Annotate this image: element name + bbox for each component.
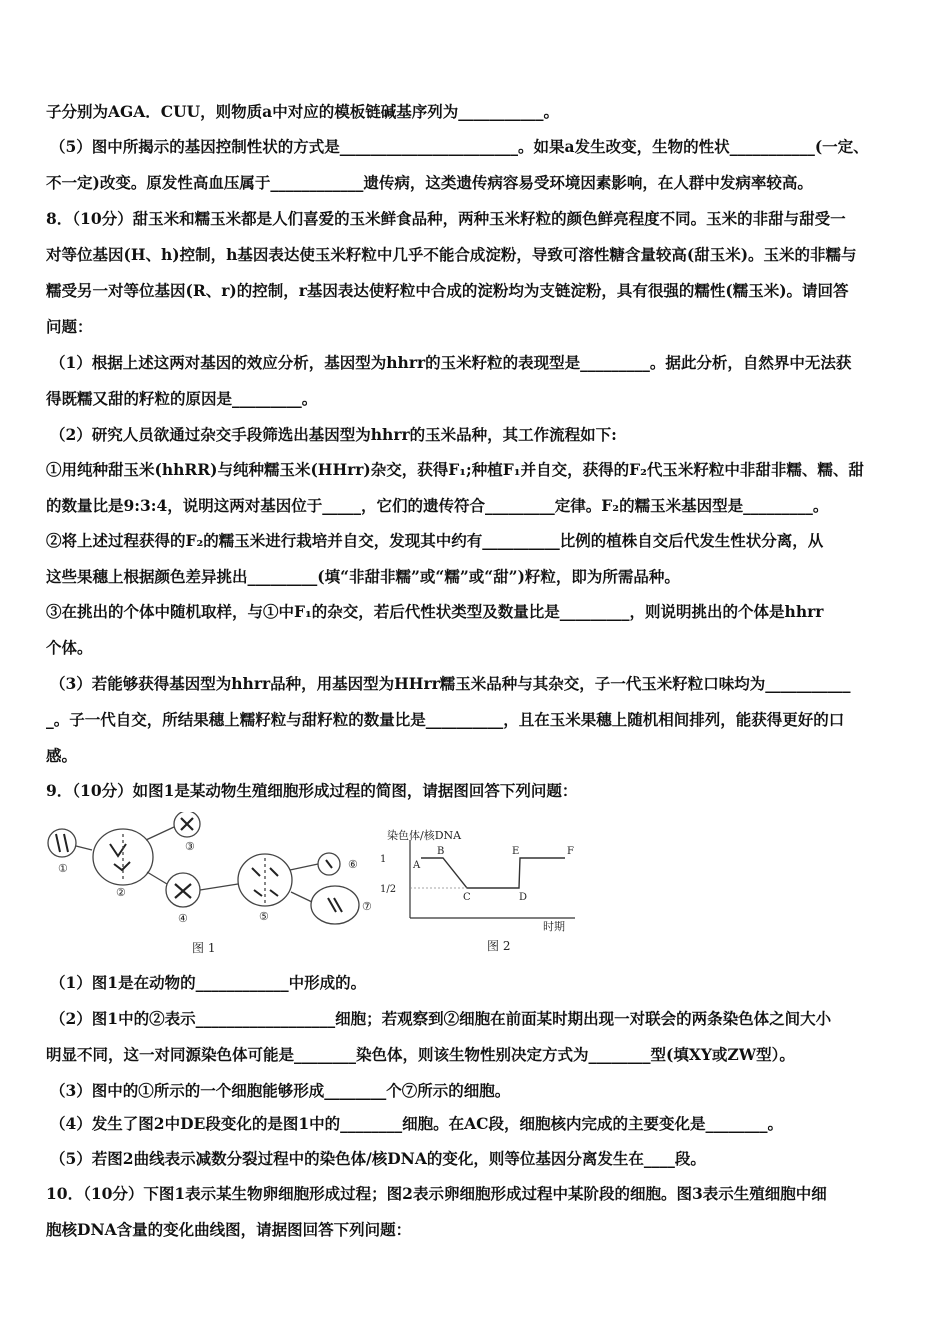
- text-line: 感。: [46, 746, 78, 765]
- chart-axes: [410, 840, 575, 918]
- point-label-e: E: [512, 846, 520, 857]
- text-line: （1）根据上述这两对基因的效应分析，基因型为hhrr的玉米籽粒的表现型是_________。据此分析，自然界中无法获: [50, 353, 852, 372]
- text-line: 不一定)改变。原发性高血压属于____________遗传病，这类遗传病容易受环境因素影响，在人群中发病率较高。: [46, 173, 813, 192]
- cell-label-3: ③: [185, 840, 195, 853]
- text-line: _。子一代自交，所结果穗上糯籽粒与甜籽粒的数量比是__________，且在玉米果穗上随机相间排列，能获得更好的口: [46, 710, 845, 729]
- text-line: ③在挑出的个体中随机取样，与①中F₁的杂交，若后代性状类型及数量比是_________，则说明挑出的个体是hhrr: [46, 602, 824, 621]
- text-line: （2）研究人员欲通过杂交手段筛选出基因型为hhrr的玉米品种，其工作流程如下:: [50, 425, 617, 444]
- cell-label-6: ⑥: [348, 858, 358, 871]
- cell-7: [311, 886, 359, 924]
- text-line: 这些果穗上根据颜色差异挑出_________(填“非甜非糯”或“糯”或“甜”)籽粒，即为所需品种。: [46, 567, 680, 586]
- y-tick-label: 1: [380, 854, 387, 865]
- cell-label-1: ①: [58, 862, 68, 875]
- point-label-f: F: [567, 846, 574, 857]
- text-line: 糯受另一对等位基因(R、r)的控制，r基因表达使籽粒中合成的淀粉均为支链淀粉，具有很强的糯性(糯玉米)。请回答: [46, 281, 849, 300]
- text-line: 胞核DNA含量的变化曲线图，请据图回答下列问题：: [46, 1220, 412, 1239]
- text-line: 的数量比是9:3:4，说明这两对基因位于_____，它们的遗传符合_________定律。F₂的糯玉米基因型是_________。: [46, 496, 829, 515]
- question-8-heading: 8．（10分）甜玉米和糯玉米都是人们喜爱的玉米鲜食品种，两种玉米籽粒的颜色鲜亮程度不同。玉米的非甜与甜受一: [46, 209, 846, 228]
- question-10-heading: 10．（10分）下图1表示某生物卵细胞形成过程；图2表示卵细胞形成过程中某阶段的细胞。图3表示生殖细胞中细: [46, 1184, 827, 1203]
- text-line: ②将上述过程获得的F₂的糯玉米进行栽培并自交，发现其中约有__________比例的植株自交后代发生性状分离，从: [46, 531, 824, 550]
- text-line: 问题：: [46, 317, 93, 336]
- question-9-heading: 9．（10分）如图1是某动物生殖细胞形成过程的简图，请据图回答下列问题：: [46, 781, 578, 800]
- point-label-b: B: [437, 846, 445, 857]
- text-line: （4）发生了图2中DE段变化的是图1中的________细胞。在AC段，细胞核内完成的主要变化是________。: [50, 1114, 783, 1133]
- text-line: 明显不同，这一对同源染色体可能是________染色体，则该生物性别决定方式为________型(填XY或ZW型）。: [46, 1045, 795, 1064]
- text-line: 个体。: [46, 638, 93, 657]
- point-label-a: A: [413, 860, 421, 871]
- text-line: （1）图1是在动物的____________中形成的。: [50, 973, 367, 992]
- y-axis-label: 染色体/核DNA: [387, 829, 462, 842]
- text-line: 对等位基因(H、h)控制，h基因表达使玉米籽粒中几乎不能合成淀粉，导致可溶性糖含量较高(甜玉米)。玉米的非糯与: [46, 245, 857, 264]
- figure-2-caption: 图 2: [487, 939, 511, 953]
- text-line: （5）图中所揭示的基因控制性状的方式是_______________________。如果a发生改变，生物的性状___________(一定、: [50, 137, 869, 156]
- text-line: （2）图1中的②表示__________________细胞；若观察到②细胞在前面某时期出现一对联会的两条染色体之间大小: [50, 1009, 832, 1028]
- point-label-d: D: [519, 892, 528, 903]
- cell-label-4: ④: [178, 912, 188, 925]
- figure-2-chart: [375, 822, 590, 958]
- figure-1-caption: 图 1: [192, 941, 216, 955]
- text-line: 得既糯又甜的籽粒的原因是_________。: [46, 389, 318, 408]
- text-line: （5）若图2曲线表示减数分裂过程中的染色体/核DNA的变化，则等位基因分离发生在____段。: [50, 1149, 706, 1168]
- text-line: ①用纯种甜玉米(hhRR)与纯种糯玉米(HHrr)杂交，获得F₁;种植F₁并自交，获得的F₂代玉米籽粒中非甜非糯、糯、甜: [46, 460, 864, 479]
- series-line: [421, 858, 565, 888]
- cell-5: [238, 854, 292, 906]
- text-line: （3）图中的①所示的一个细胞能够形成________个⑦所示的细胞。: [50, 1081, 511, 1100]
- chart-series: [410, 858, 565, 888]
- text-line: （3）若能够获得基因型为hhrr品种，用基因型为HHrr糯玉米品种与其杂交，子一代玉米籽粒口味均为___________: [50, 674, 851, 693]
- x-axis-label: 时期: [543, 920, 565, 933]
- figure-1-cell-diagram: [44, 812, 379, 958]
- point-label-c: C: [463, 892, 471, 903]
- cell-label-2: ②: [116, 886, 126, 899]
- text-line: 子分别为AGA．CUU，则物质a中对应的模板链碱基序列为___________。: [46, 102, 559, 121]
- cell-1: [48, 829, 76, 857]
- y-tick-label: 1/2: [380, 884, 397, 895]
- cell-label-7: ⑦: [362, 900, 372, 913]
- cell-label-5: ⑤: [259, 910, 269, 923]
